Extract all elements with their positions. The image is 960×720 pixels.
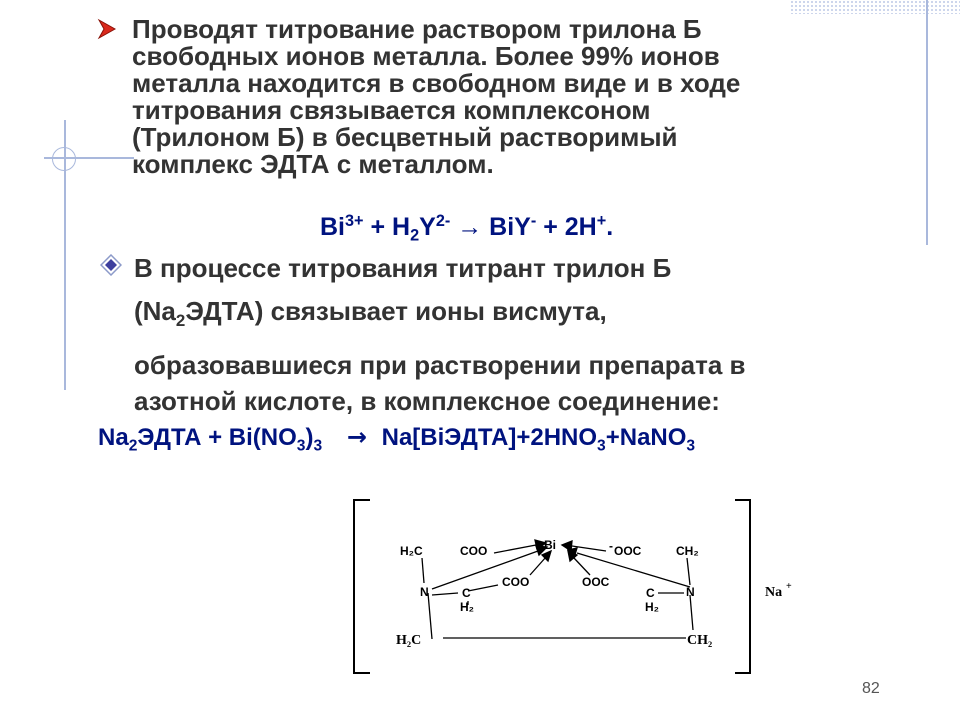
eq2-part: +NaNO	[605, 424, 687, 451]
eq2-subscript: 3	[686, 437, 696, 455]
paragraph-1-line: металла находится в свободном виде и в ходе	[132, 68, 741, 98]
paragraph-1-line: (Трилоном Б) в бесцветный растворимый	[132, 122, 678, 152]
eq1-charge: -	[530, 212, 537, 230]
eq1-part: + H	[363, 212, 411, 241]
bond	[687, 558, 690, 585]
paragraph-1-line: комплекс ЭДТА с металлом.	[132, 149, 494, 179]
bond	[468, 585, 498, 591]
left-bracket	[354, 500, 370, 673]
ooc-inner: OOC	[582, 575, 610, 589]
h2-right: H₂	[645, 600, 659, 614]
paragraph-1	[132, 16, 912, 178]
eq1-charge: 3+	[345, 212, 364, 230]
eq2-part: ЭДТА + Bi(NO	[137, 424, 297, 451]
eq2-arrow: →	[346, 423, 367, 451]
paragraph-2-line: образовавшиеся при растворении препарата в	[134, 349, 746, 380]
paragraph-2	[134, 254, 914, 416]
eq2-part: Na	[98, 424, 129, 451]
eq2-subscript: 3	[313, 437, 323, 455]
paragraph-2-line	[134, 297, 914, 335]
na-charge: +	[786, 581, 792, 592]
bismuth-edta-complex-structure	[340, 495, 820, 680]
paragraph-2-line: азотной кислоте, в комплексное соединение:	[134, 385, 720, 416]
bond	[690, 595, 693, 630]
c-right: C	[646, 586, 655, 600]
eq1-part: → BiY	[450, 212, 531, 241]
coo-minus: -	[609, 539, 613, 553]
bond	[428, 593, 432, 639]
equation-1	[320, 212, 613, 246]
coordination-arrow	[530, 557, 546, 575]
bond	[432, 593, 458, 595]
ooc-right: OOC	[614, 544, 642, 558]
equation-2	[98, 423, 695, 455]
eq1-part: .	[606, 212, 614, 241]
h2c-bottom: H₂C	[396, 633, 422, 648]
eq1-charge: 2-	[435, 212, 451, 230]
eq1-subscript: 2	[410, 226, 420, 245]
eq1-part: Bi	[320, 212, 345, 241]
decorative-circle	[52, 147, 76, 171]
arrow-bullet-icon	[96, 18, 118, 40]
n-right: N	[686, 585, 695, 599]
n-left: N	[420, 585, 429, 599]
h2c-left: H₂C	[400, 544, 423, 558]
paragraph-1-line: титрования связывается комплексоном	[132, 95, 651, 125]
diamond-bullet-icon	[100, 254, 122, 276]
eq2-part: Na[BiЭДТА]+2HNO	[374, 424, 598, 451]
bi-atom: Bi	[544, 538, 556, 552]
page-number: 82	[862, 680, 880, 697]
c-left: C	[462, 586, 471, 600]
eq1-part: + 2H	[536, 212, 597, 241]
paragraph-1-line: Проводят титрование раствором трилона Б	[132, 14, 702, 44]
paragraph-2-line: В процессе титрования титрант трилон Б	[134, 253, 672, 283]
eq1-charge: +	[596, 212, 607, 230]
coo-inner: COO	[502, 575, 530, 589]
coordination-arrow	[574, 558, 590, 575]
decorative-dot-pattern	[790, 0, 960, 14]
eq2-part: )	[305, 424, 314, 451]
ch2-bottom: CH₂	[687, 633, 713, 648]
eq2-subscript: 2	[128, 437, 138, 455]
paragraph-1-line: свободных ионов металла. Более 99% ионов	[132, 41, 720, 71]
eq2-subscript: 3	[296, 437, 306, 455]
paragraph-2-text: ЭДТА) связывает ионы висмута,	[185, 296, 607, 326]
ch2-right: CH₂	[676, 544, 699, 558]
decorative-right-vline	[926, 0, 928, 245]
coordination-arrow	[494, 545, 536, 553]
eq1-part: Y	[419, 212, 436, 241]
h2-left: H₂	[460, 600, 474, 614]
paragraph-2-text: (Na	[134, 296, 176, 326]
eq2-subscript: 3	[597, 437, 606, 455]
na-counterion: Na	[765, 585, 783, 600]
paragraph-2-subscript: 2	[175, 310, 186, 330]
coo-left: COO	[460, 544, 488, 558]
bond	[422, 558, 424, 583]
right-bracket	[735, 500, 750, 673]
